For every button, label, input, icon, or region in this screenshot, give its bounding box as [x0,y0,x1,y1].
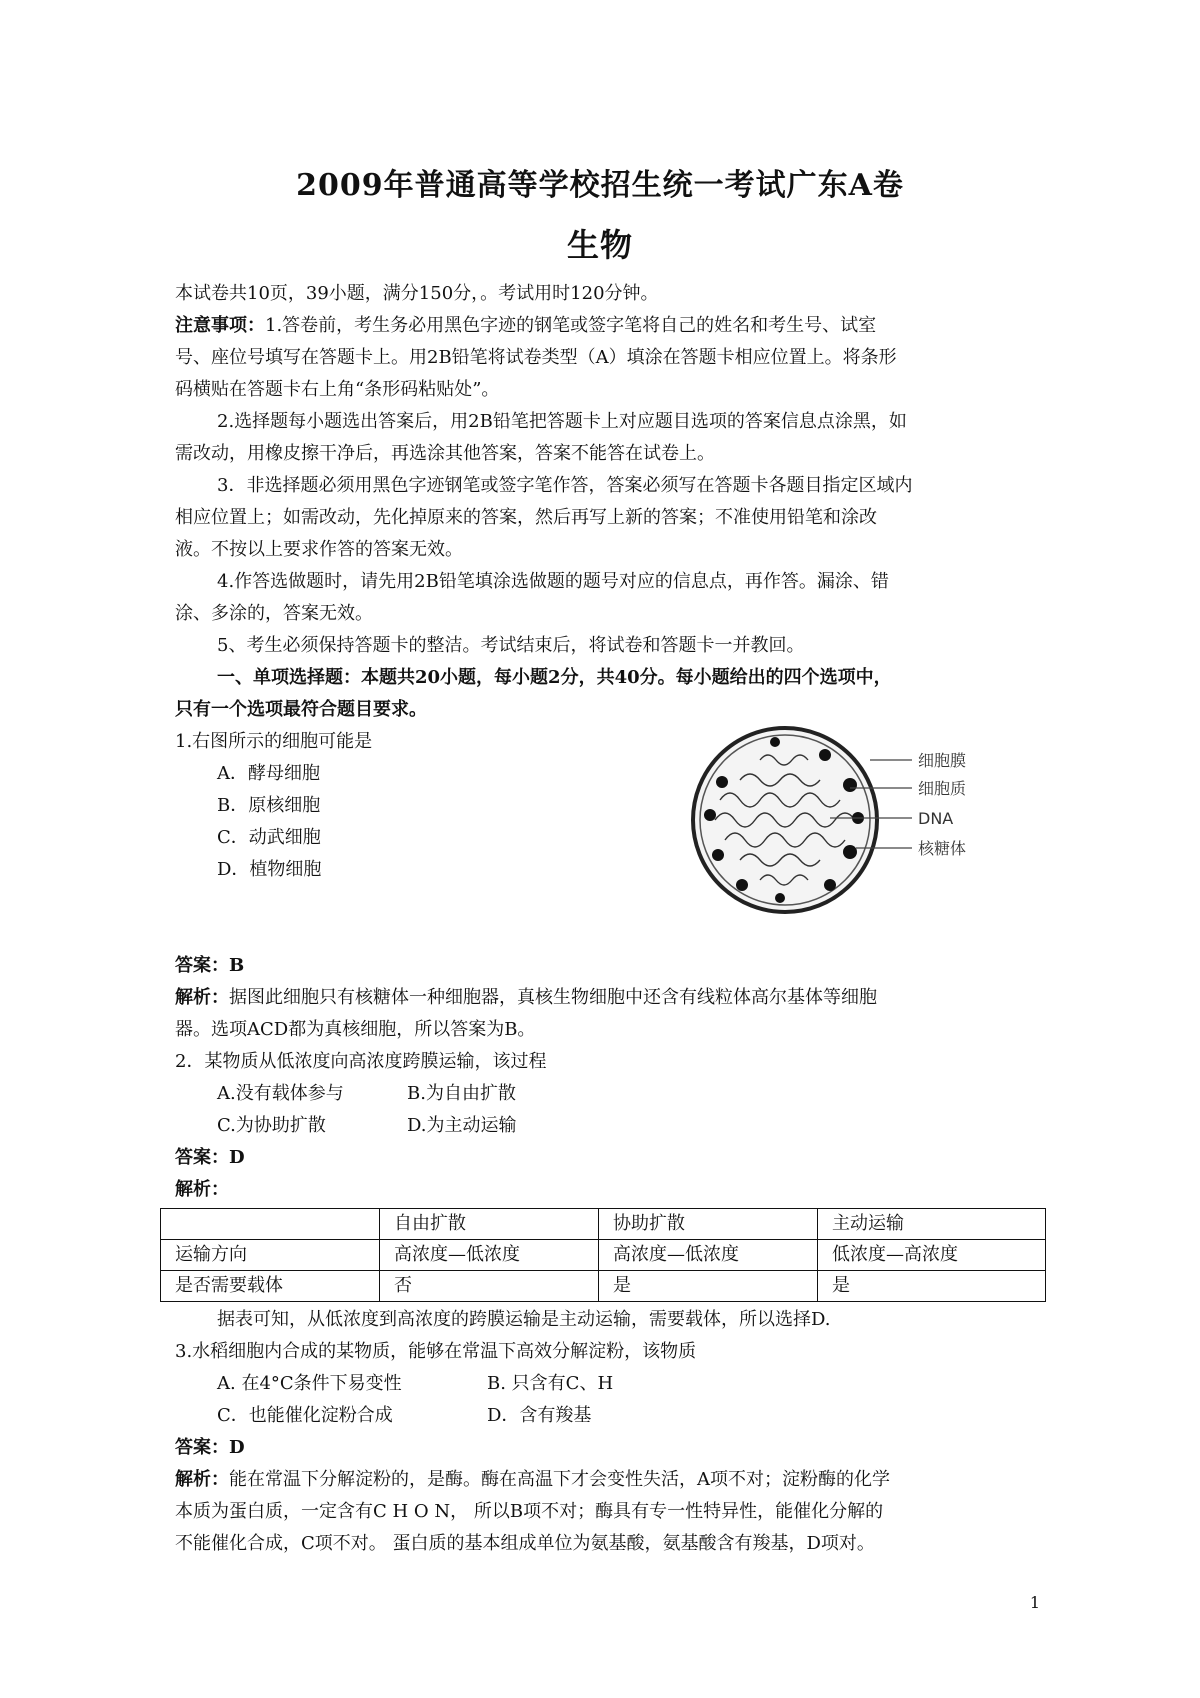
q3-option-d: D．含有羧基 [487,1405,592,1426]
q2-options-row-2 [175,1110,1035,1142]
table-cell: 主动运输 [818,1209,1046,1240]
q3-option-a: A. 在4°C条件下易变性 [217,1373,402,1394]
q2-analysis-label: 解析： [175,1179,229,1200]
q3-option-c: C．也能催化淀粉合成 [217,1405,393,1426]
q3-answer [175,1432,1035,1464]
exam-title: 2009年普通高等学校招生统一考试广东A卷 [296,168,904,203]
q2-conclusion: 据表可知，从低浓度到高浓度的跨膜运输是主动运输，需要载体，所以选择D. [217,1309,831,1330]
notice-item-1a: 1.答卷前，考生务必用黑色字迹的钢笔或签字笔将自己的姓名和考生号、试室 [265,315,877,336]
q1-option-b: B．原核细胞 [217,795,321,816]
q2-options-row-1 [175,1078,1035,1110]
notice-item-3b: 相应位置上；如需改动，先化掉原来的答案，然后再写上新的答案；不准使用铅笔和涂改 [175,507,877,528]
label-ribosome: 核糖体 [918,839,967,858]
notice-item-2b: 需改动，用橡皮擦干净后，再选涂其他答案，答案不能答在试卷上。 [175,443,715,464]
page-number: 1 [1029,1593,1040,1612]
q3-analysis-b: 本质为蛋白质，一定含有C H O N， 所以B项不对；酶具有专一性特异性，能催化分解的 [175,1501,884,1522]
q1-answer [175,950,1035,982]
q1-answer-value: B [229,955,245,976]
q2-stem: 2．某物质从低浓度向高浓度跨膜运输，该过程 [175,1051,547,1072]
table-cell: 是 [818,1271,1046,1302]
notice-item-2a: 2.选择题每小题选出答案后，用2B铅笔把答题卡上对应题目选项的答案信息点涂黑，如 [217,411,907,432]
label-cell-membrane: 细胞膜 [918,751,967,770]
table-row [161,1271,1046,1302]
spacer [175,918,1035,950]
table-cell: 协助扩散 [599,1209,818,1240]
table-row [161,1240,1046,1271]
table-cell: 自由扩散 [380,1209,599,1240]
notice-item-3a: 3．非选择题必须用黑色字迹钢笔或签字笔作答，答案必须写在答题卡各题目指定区域内 [217,475,913,496]
subject-title: 生物 [566,226,633,264]
q3-option-b: B. 只含有C、H [487,1373,614,1394]
prokaryotic-cell-figure [680,720,1000,920]
q3-options-row-1 [175,1368,1035,1400]
section1-heading-a: 一、单项选择题：本题共20小题，每小题2分，共40分。每小题给出的四个选项中， [217,667,892,688]
q3-answer-label: 答案： [175,1437,229,1458]
label-cytoplasm: 细胞质 [918,779,967,798]
notice-item-1b: 号、座位号填写在答题卡上。用2B铅笔将试卷类型（A）填涂在答题卡相应位置上。将条形 [175,347,897,368]
notice-item-4b: 涂、多涂的，答案无效。 [175,603,373,624]
q2-option-a: A.没有载体参与 [217,1083,344,1104]
q2-option-c: C.为协助扩散 [217,1115,326,1136]
q1-stem: 1.右图所示的细胞可能是 [175,731,373,752]
q1-option-a: A．酵母细胞 [217,763,320,784]
intro-line: 本试卷共10页，39小题，满分150分，。考试用时120分钟。 [175,283,659,304]
notice-item-4a: 4.作答选做题时，请先用2B铅笔填涂选做题的题号对应的信息点，再作答。漏涂、错 [217,571,889,592]
q2-option-d: D.为主动运输 [407,1115,517,1136]
transport-comparison-table [160,1208,1046,1302]
q1-option-c: C．动武细胞 [217,827,321,848]
notice-item-3c: 液。不按以上要求作答的答案无效。 [175,539,463,560]
q3-analysis-a [175,1464,1035,1496]
notice-item-1c: 码横贴在答题卡右上角“条形码粘贴处”。 [175,379,500,400]
q1-analysis-b: 器。选项ACD都为真核细胞，所以答案为B。 [175,1019,536,1040]
table-cell: 否 [380,1271,599,1302]
table-cell: 高浓度—低浓度 [380,1240,599,1271]
section1-heading-b: 只有一个选项最符合题目要求。 [175,699,427,720]
q2-answer [175,1142,1035,1174]
notice-item-5: 5、考生必须保持答题卡的整洁。考试结束后，将试卷和答题卡一并教回。 [217,635,805,656]
notice-label: 注意事项： [175,315,265,336]
q3-analysis-text-a: 能在常温下分解淀粉的，是酶。酶在高温下才会变性失活，A项不对；淀粉酶的化学 [229,1469,890,1490]
q2-answer-value: D [229,1147,245,1168]
q3-analysis-label: 解析： [175,1469,229,1490]
q3-answer-value: D [229,1437,245,1458]
notice-line-1 [175,310,1035,342]
figure-labels [918,751,966,858]
q1-analysis-text-a: 据图此细胞只有核糖体一种细胞器，真核生物细胞中还含有线粒体高尔基体等细胞 [229,987,877,1008]
q3-stem: 3.水稻细胞内合成的某物质，能够在常温下高效分解淀粉，该物质 [175,1341,697,1362]
q1-analysis-a [175,982,1035,1014]
table-cell: 是 [599,1271,818,1302]
q2-answer-label: 答案： [175,1147,229,1168]
table-cell: 运输方向 [161,1240,380,1271]
q1-analysis-label: 解析： [175,987,229,1008]
table-header-row [161,1209,1046,1240]
table-cell: 高浓度—低浓度 [599,1240,818,1271]
q1-answer-label: 答案： [175,955,229,976]
table-cell [161,1209,380,1240]
q2-option-b: B.为自由扩散 [407,1083,516,1104]
q3-options-row-2 [175,1400,1035,1432]
table-cell: 低浓度—高浓度 [818,1240,1046,1271]
q1-option-d: D．植物细胞 [217,859,322,880]
q3-analysis-c: 不能催化合成，C项不对。 蛋白质的基本组成单位为氨基酸，氨基酸含有羧基，D项对。 [175,1533,875,1554]
table-cell: 是否需要载体 [161,1271,380,1302]
label-dna: DNA [918,809,954,828]
